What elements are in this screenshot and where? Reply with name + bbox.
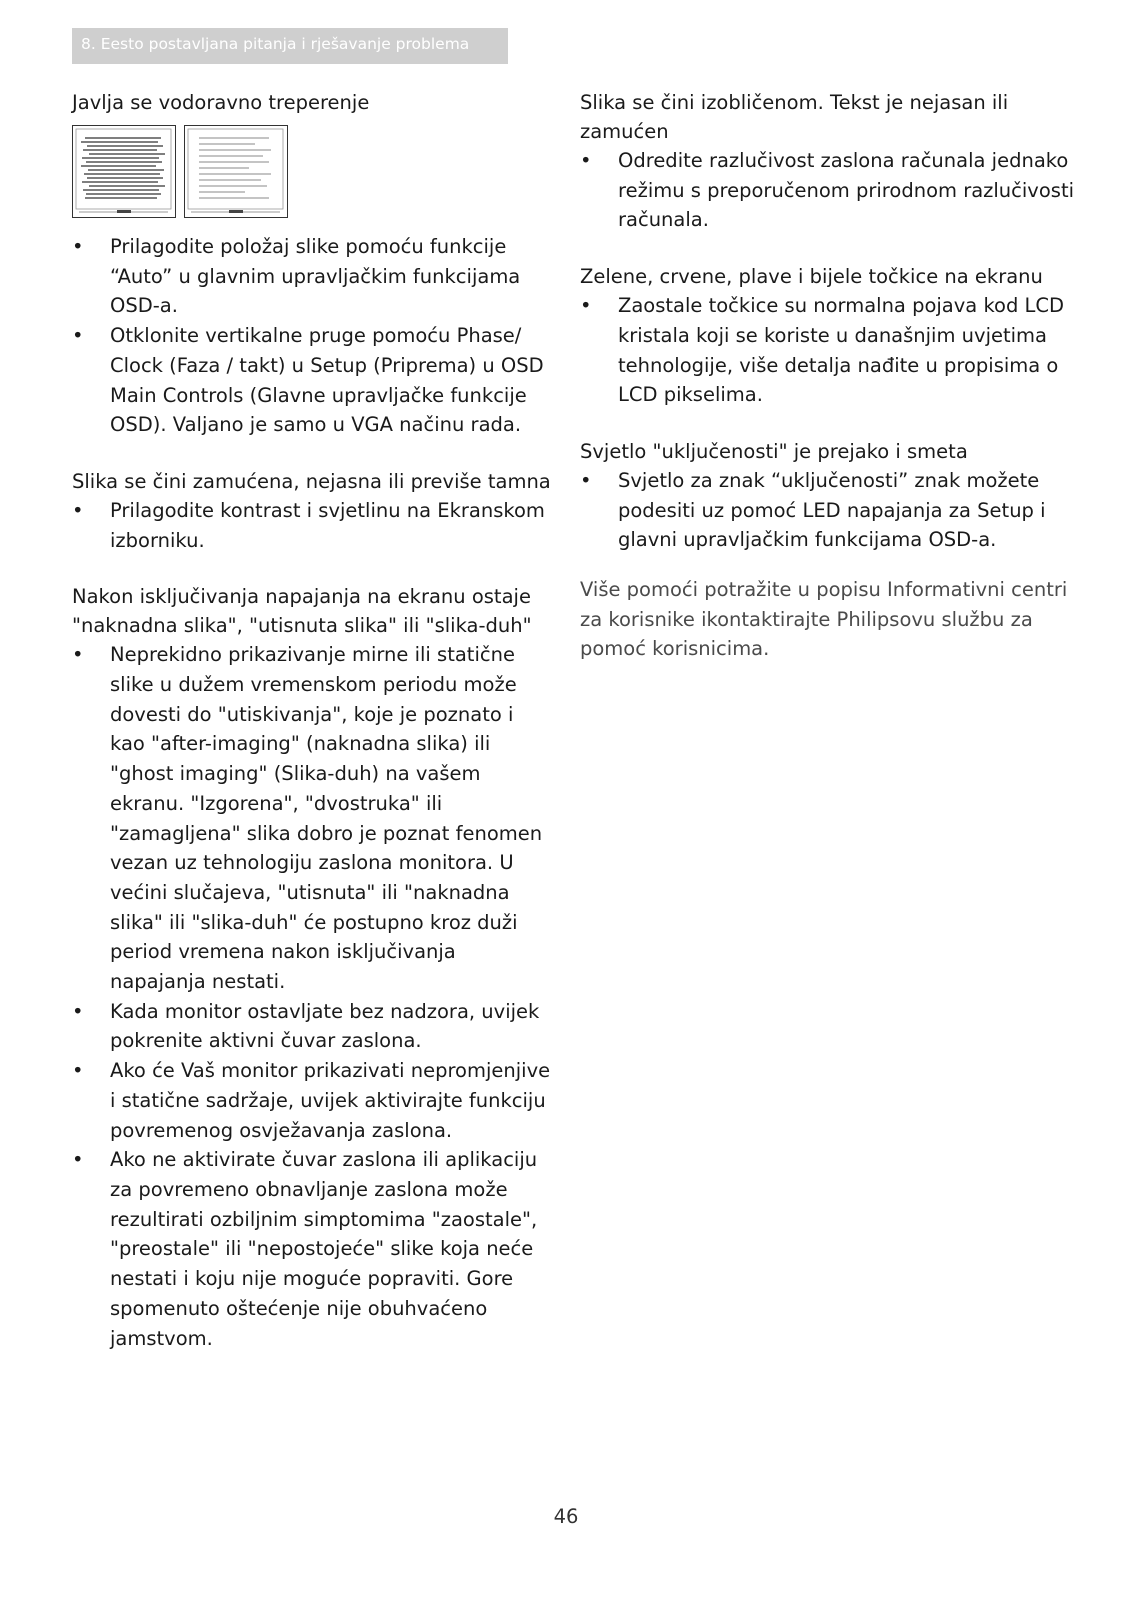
monitor-clear-image (184, 125, 288, 218)
list-item: • Neprekidno prikazivanje mirne ili statične slike u dužem vremenskom periodu može dovesti do "utiskivanja", koje je poznato i kao "after-imaging" (naknadna slika) ili "ghost imaging" (Slika-duh) na vašem ekranu. "Izgorena", "dvostruka" ili "zamagljena" slika dobro je poznat fenomen vezan uz tehnologiju zaslona monitora. U većini slučajeva, "utisnuta" ili "naknadna slika" ili "slika-duh" će postupno kroz duži period vremena nakon isključivanja napajanja nestati. (72, 640, 552, 996)
chapter-title: 8. Eesto postavljana pitanja i rješavanje problema (81, 35, 470, 53)
bullet-list (72, 232, 552, 440)
bullet-mark: • (72, 643, 84, 667)
list-item: • Ako ne aktivirate čuvar zaslona ili aplikaciju za povremeno obnavljanje zaslona može rezultirati ozbiljnim simptomima "zaostale", "preostale" ili "nepostojeće" slike koja neće nestati i koju nije moguće popraviti. Gore spomenuto oštećenje nije obuhvaćeno jamstvom. (72, 1145, 552, 1353)
list-item: • Ako će Vaš monitor prikazivati nepromjenjive i statične sadržaje, uvijek aktivirajte funkciju povremenog osvježavanja zaslona. (72, 1056, 552, 1145)
bullet-list (72, 496, 552, 555)
help-note: Više pomoći potražite u popisu Informativni centri za korisnike ikontaktirajte Philipsovu službu za pomoć korisnicima. (580, 578, 1068, 661)
list-item: • Prilagodite kontrast i svjetlinu na Ekranskom izborniku. (72, 496, 552, 555)
list-item: • Svjetlo za znak “uključenosti” znak možete podesiti uz pomoć LED napajanja za Setup i glavni upravljačkim funkcijama OSD-a. (580, 466, 1080, 555)
bullet-mark: • (580, 468, 592, 492)
bullet-mark: • (72, 235, 84, 258)
bullet-mark: • (580, 294, 592, 318)
section-title: Slika se čini zamućena, nejasna ili previše tamna (72, 469, 551, 493)
section-blurry-image (72, 467, 552, 555)
bullet-mark: • (580, 149, 592, 172)
monitor-flicker-image (72, 125, 176, 218)
list-item: • Odredite razlučivost zaslona računala jednako režimu s preporučenom prirodnom razlučivosti računala. (580, 146, 1080, 235)
section-title: Slika se čini izobličenom. Tekst je nejasan ili zamućen (580, 91, 1009, 143)
section-colored-dots (580, 262, 1080, 410)
section-title: Javlja se vodoravno treperenje (72, 91, 370, 114)
section-power-light (580, 437, 1080, 555)
list-item: • Zaostale točkice su normalna pojava kod LCD kristala koji se koriste u današnjim uvjetima tehnologije, više detalja nađite u propisima o LCD pikselima. (580, 291, 1080, 410)
section-title: Svjetlo "uključenosti" je prejako i smeta (580, 439, 968, 463)
chapter-header (72, 28, 508, 64)
bullet-mark: • (72, 1059, 84, 1083)
section-title: Nakon isključivanja napajanja na ekranu ostaje "naknadna slika", "utisnuta slika" ili "slika-duh" (72, 585, 532, 638)
bullet-mark: • (72, 498, 84, 522)
bullet-list (580, 146, 1080, 235)
bullet-list (72, 640, 552, 1353)
list-item: • Kada monitor ostavljate bez nadzora, uvijek pokrenite aktivni čuvar zaslona. (72, 997, 552, 1056)
bullet-mark: • (72, 1148, 84, 1172)
section-afterimage (72, 582, 552, 1353)
bullet-mark: • (72, 999, 84, 1023)
bullet-mark: • (72, 324, 84, 348)
flicker-illustration (72, 125, 552, 220)
section-title: Zelene, crvene, plave i bijele točkice na ekranu (580, 265, 1043, 289)
page-number: 46 (553, 1505, 579, 1528)
left-column (72, 88, 552, 1353)
section-horizontal-flicker (72, 88, 552, 440)
list-item: • Otklonite vertikalne pruge pomoću Phase/ Clock (Faza / takt) u Setup (Priprema) u OSD Main Controls (Glavne upravljačke funkcije OSD). Valjano je samo u VGA načinu rada. (72, 321, 552, 440)
bullet-list (580, 466, 1080, 555)
section-distorted-image (580, 88, 1080, 235)
bullet-list (580, 291, 1080, 410)
list-item: • Prilagodite položaj slike pomoću funkcije “Auto” u glavnim upravljačkim funkcijama OSD-a. (72, 232, 552, 321)
right-column (580, 88, 1080, 684)
